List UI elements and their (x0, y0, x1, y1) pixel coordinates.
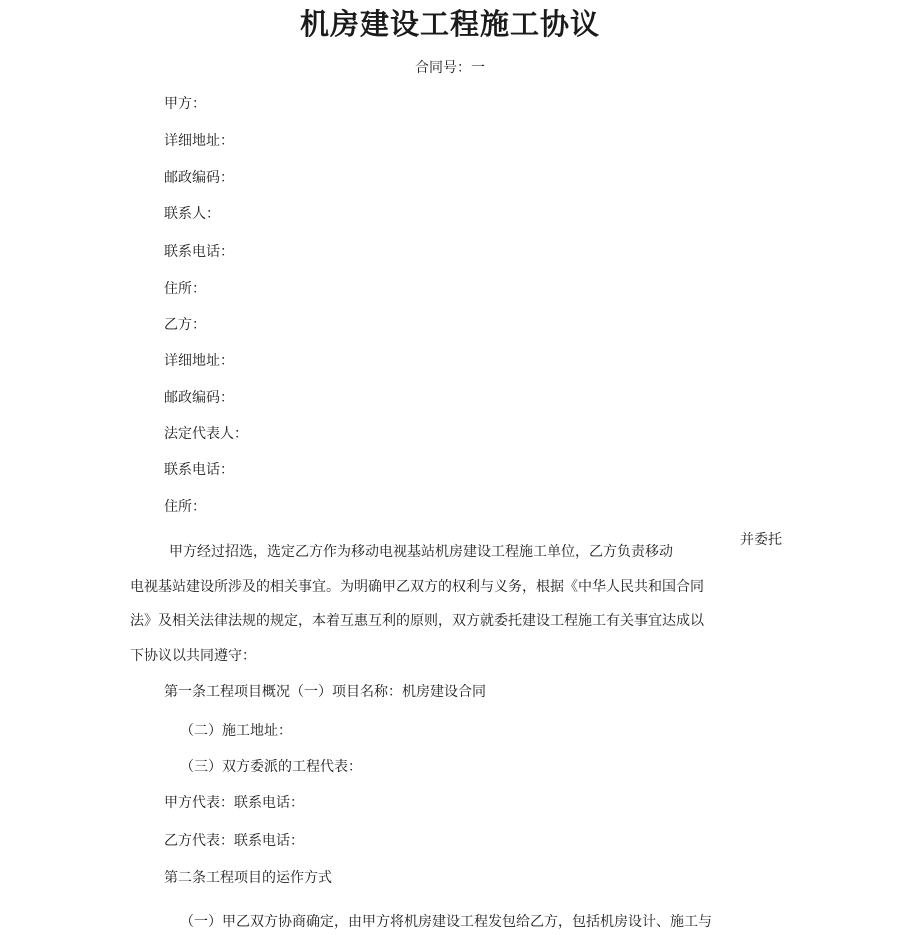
party-b-label: 乙方： (164, 317, 206, 333)
party-b-legal-rep: 法定代表人： (164, 426, 248, 442)
intro-line: 电视基站建设所涉及的相关事宜。为明确甲乙双方的权利与义务，根据《中华人民共和国合同 (130, 579, 704, 595)
party-a-label: 甲方： (164, 96, 206, 112)
party-a-postcode: 邮政编码： (164, 170, 234, 186)
party-b-postcode: 邮政编码： (164, 390, 234, 406)
party-b-phone: 联系电话： (164, 462, 234, 478)
intro-side-note: 并委托 (740, 532, 782, 548)
party-a-phone: 联系电话： (164, 244, 234, 260)
intro-line: 甲方经过招选，选定乙方作为移动电视基站机房建设工程施工单位，乙方负责移动 (169, 544, 673, 560)
party-a-address: 详细地址： (164, 133, 234, 149)
intro-line: 法》及相关法律法规的规定，本着互惠互利的原则，双方就委托建设工程施工有关事宜达成以 (130, 613, 704, 629)
party-b-residence: 住所： (164, 499, 206, 515)
article-2-item-1: （一）甲乙双方协商确定，由甲方将机房建设工程发包给乙方，包括机房设计、施工与 (180, 914, 712, 930)
article-2-heading: 第二条工程项目的运作方式 (164, 870, 332, 886)
party-a-contact: 联系人： (164, 206, 220, 222)
party-a-residence: 住所： (164, 281, 206, 297)
contract-number: 合同号：一 (415, 60, 485, 76)
party-b-address: 详细地址： (164, 353, 234, 369)
intro-line: 下协议以共同遵守： (130, 648, 256, 664)
party-b-representative: 乙方代表：联系电话： (164, 833, 304, 849)
document-title: 机房建设工程施工协议 (299, 7, 600, 41)
article-1-heading: 第一条工程项目概况（一）项目名称：机房建设合同 (164, 684, 486, 700)
article-1-item-2: （二）施工地址： (180, 723, 292, 739)
article-1-item-3: （三）双方委派的工程代表： (180, 759, 362, 775)
party-a-representative: 甲方代表：联系电话： (164, 795, 304, 811)
